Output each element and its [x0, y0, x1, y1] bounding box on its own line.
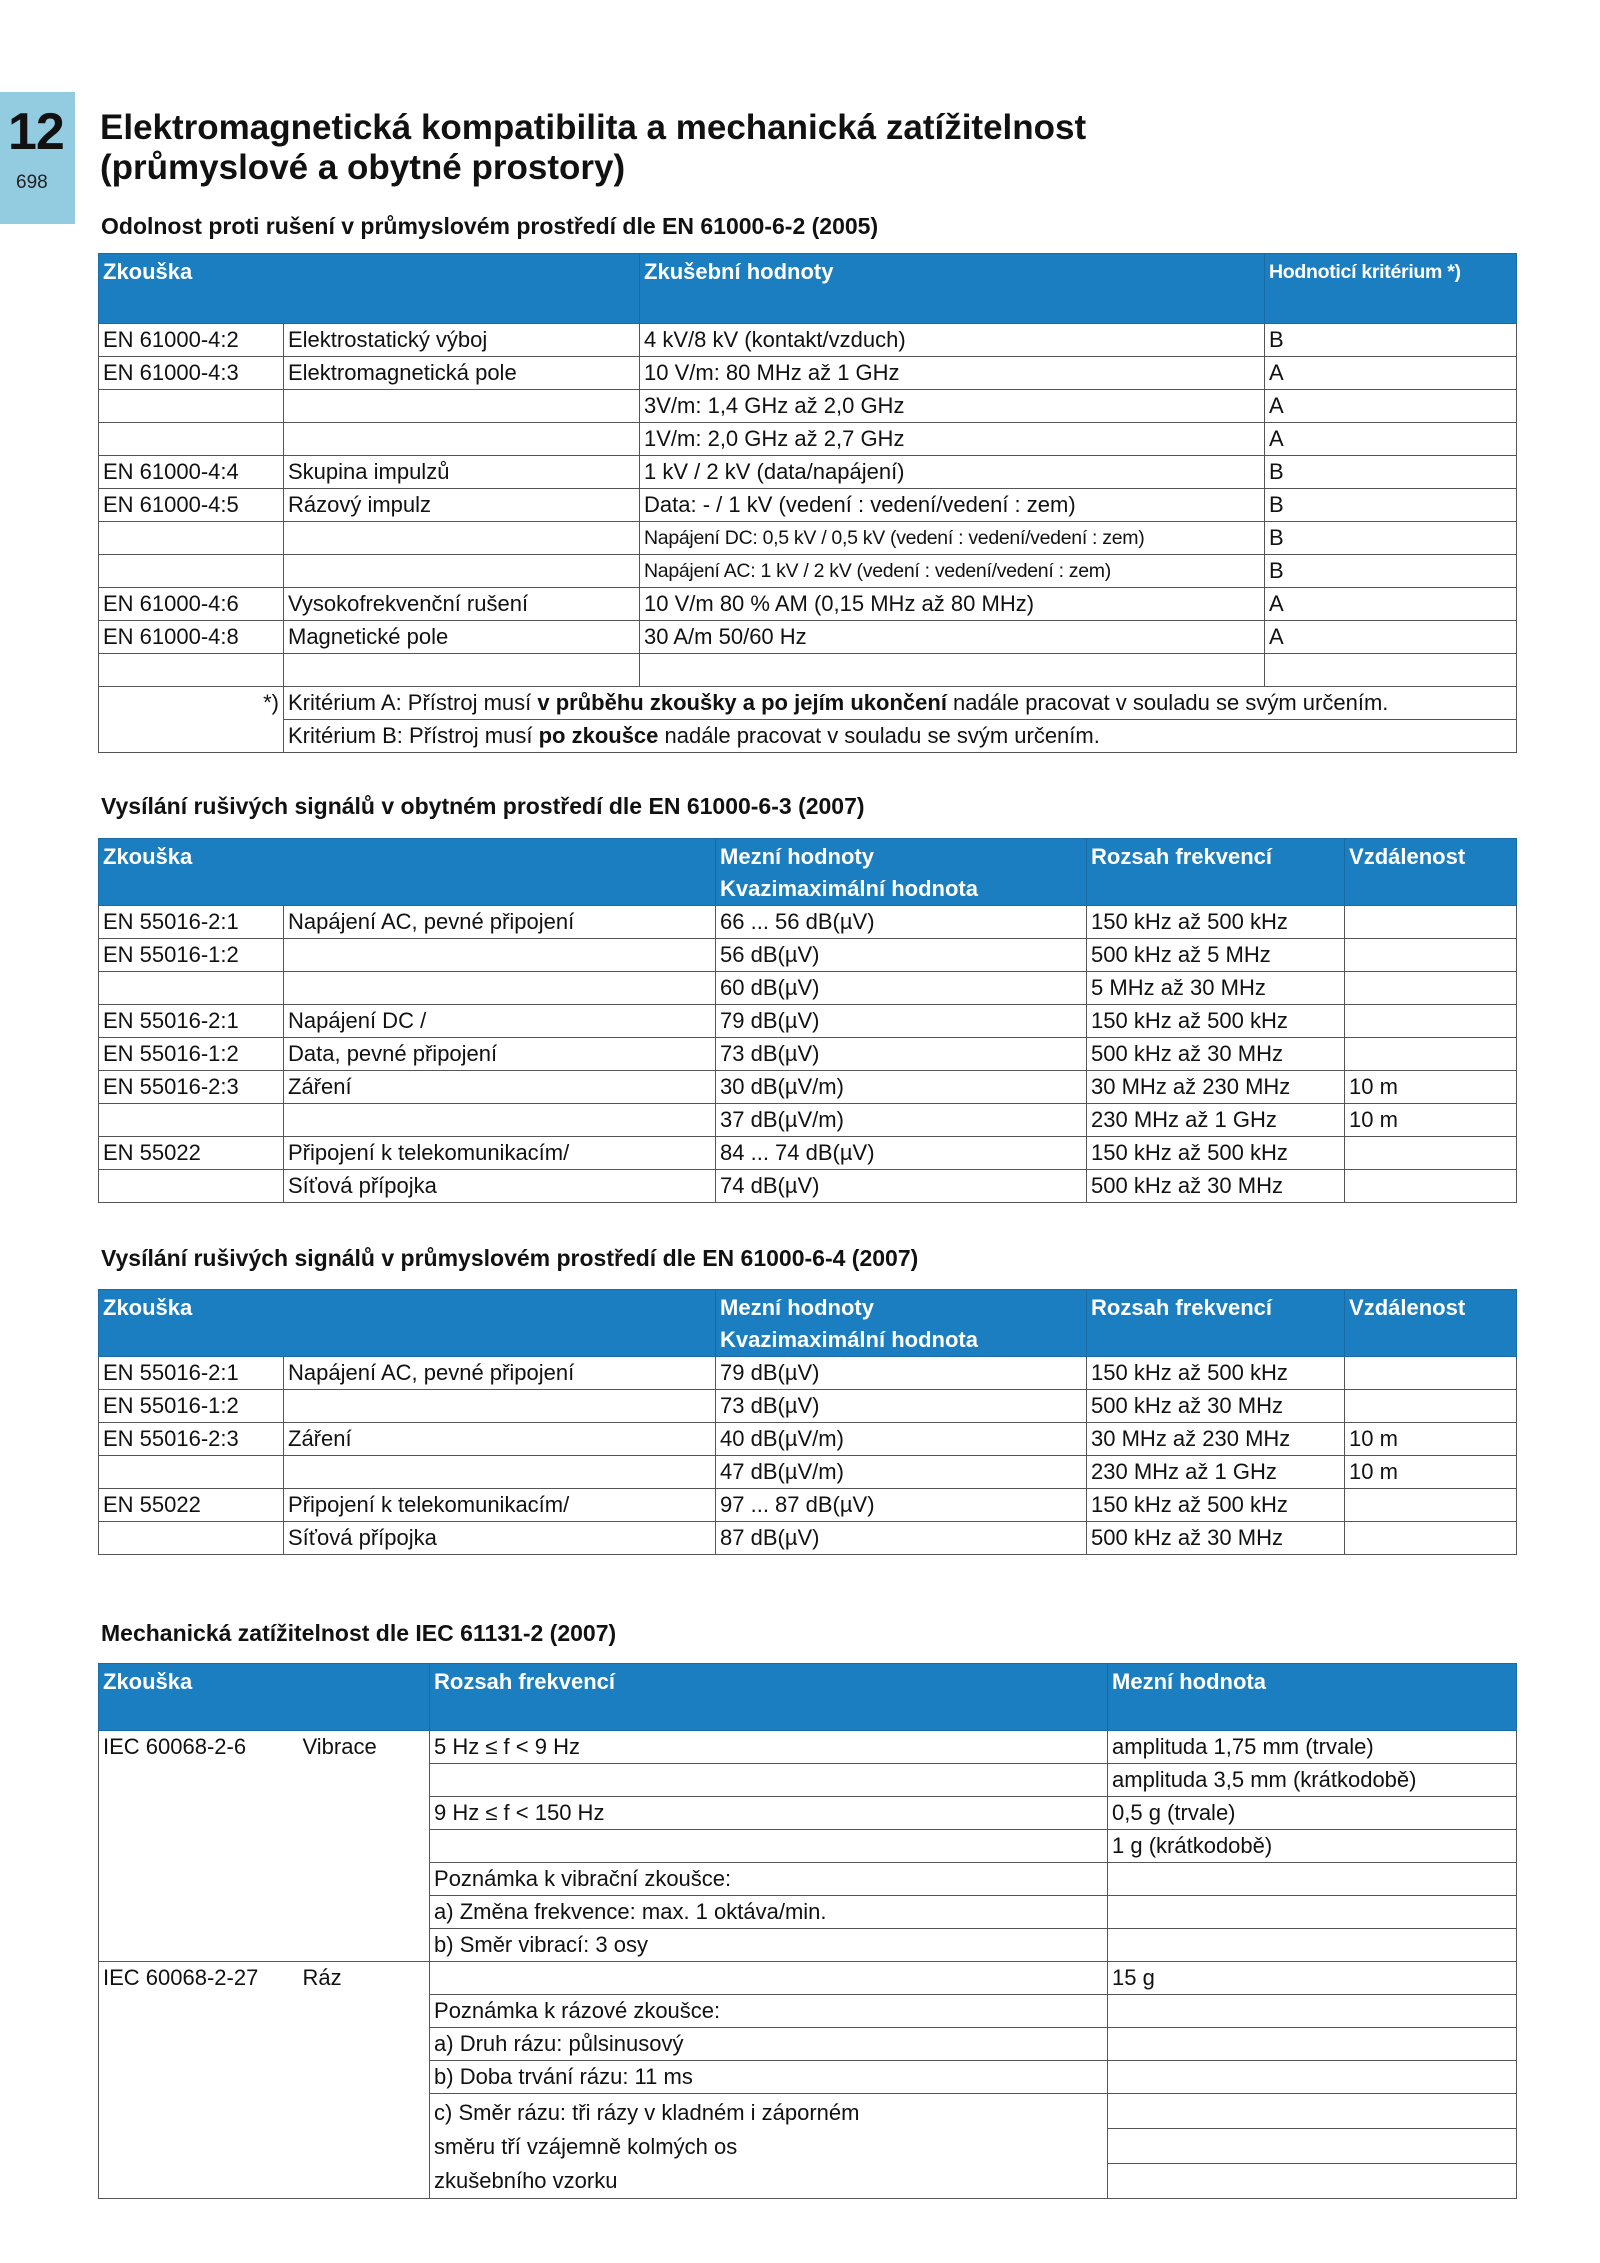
table-cell [99, 555, 284, 588]
empty-cell [99, 1797, 430, 1830]
note-line: zkušebního vzorku [434, 2168, 618, 2193]
header-cell: Zkouška [99, 839, 716, 906]
table-cell: Data, pevné připojení [284, 1038, 716, 1071]
table-cell: 79 dB(µV) [716, 1005, 1087, 1038]
table-cell [284, 972, 716, 1005]
table-row [99, 1038, 1517, 1071]
table-cell: 4 kV/8 kV (kontakt/vzduch) [640, 324, 1265, 357]
table-cell [284, 522, 640, 555]
table-cell: Ráz [299, 1962, 430, 1995]
table-cell [430, 1830, 1108, 1863]
empty-cell [99, 1764, 430, 1797]
table-cell: Připojení k telekomunikacím/ [284, 1137, 716, 1170]
criterion-a-prefix: Kritérium A: Přístroj musí [288, 690, 538, 715]
table-cell: Síťová přípojka [284, 1522, 716, 1555]
table-row [99, 1489, 1517, 1522]
table-cell: EN 55016-2:1 [99, 1357, 284, 1390]
table-cell [1345, 972, 1517, 1005]
table-cell: amplituda 1,75 mm (trvale) [1108, 1731, 1517, 1764]
table-cell: Data: - / 1 kV (vedení : vedení/vedení : zem) [640, 489, 1265, 522]
table-cell: 84 ... 74 dB(µV) [716, 1137, 1087, 1170]
table-cell [284, 1456, 716, 1489]
table-cell [99, 1170, 284, 1203]
table-cell: Elektrostatický výboj [284, 324, 640, 357]
table-cell: EN 55022 [99, 1489, 284, 1522]
table-cell: EN 55016-2:1 [99, 1005, 284, 1038]
header-cell: Zkouška [99, 1290, 716, 1357]
table-cell [1108, 1863, 1517, 1896]
header-cell: Vzdálenost [1345, 839, 1517, 906]
table-cell: A [1265, 423, 1517, 456]
table-cell: Napájení DC / [284, 1005, 716, 1038]
table-cell: 66 ... 56 dB(µV) [716, 906, 1087, 939]
table-cell: 0,5 g (trvale) [1108, 1797, 1517, 1830]
table-cell: Záření [284, 1071, 716, 1104]
table-cell: B [1265, 489, 1517, 522]
table-row [99, 1995, 1517, 2028]
table-cell: Napájení AC: 1 kV / 2 kV (vedení : vedení/vedení : zem) [640, 555, 1265, 588]
criterion-b-prefix: Kritérium B: Přístroj musí [288, 723, 539, 748]
table-cell: A [1265, 390, 1517, 423]
empty-cell [99, 1929, 430, 1962]
table-cell: amplituda 3,5 mm (krátkodobě) [1108, 1764, 1517, 1797]
table-cell [1108, 2061, 1517, 2094]
table-cell [99, 390, 284, 423]
table-row [99, 588, 1517, 621]
table-cell [430, 1962, 1108, 1995]
table-header-row [99, 839, 1517, 906]
empty-cell [99, 2094, 430, 2199]
table-cell: 9 Hz ≤ f < 150 Hz [430, 1797, 1108, 1830]
note-line: c) Směr rázu: tři rázy v kladném i záporném [434, 2100, 860, 2125]
table-row [99, 1522, 1517, 1555]
table-cell: B [1265, 324, 1517, 357]
table-cell: EN 55016-2:1 [99, 906, 284, 939]
empty-cell [1108, 2164, 1517, 2199]
table-cell [1108, 1896, 1517, 1929]
header-line: Mezní hodnoty [720, 1295, 874, 1320]
table-cell: EN 61000-4:5 [99, 489, 284, 522]
table-cell [1345, 939, 1517, 972]
table-cell [284, 654, 640, 687]
table-row [99, 1929, 1517, 1962]
table-row [99, 1896, 1517, 1929]
table-cell: EN 55022 [99, 1137, 284, 1170]
table-cell: EN 55016-1:2 [99, 939, 284, 972]
chapter-tab [0, 92, 75, 224]
table-cell: Napájení AC, pevné připojení [284, 1357, 716, 1390]
table-cell: 150 kHz až 500 kHz [1087, 1005, 1345, 1038]
empty-cell [99, 1896, 430, 1929]
table-cell: a) Změna frekvence: max. 1 oktáva/min. [430, 1896, 1108, 1929]
table-cell: 37 dB(µV/m) [716, 1104, 1087, 1137]
mechanical-table [98, 1663, 1517, 2199]
table-cell: Připojení k telekomunikacím/ [284, 1489, 716, 1522]
table-cell [1345, 1137, 1517, 1170]
criterion-b-suffix: nadále pracovat v souladu se svým určením. [658, 723, 1100, 748]
table-cell [1345, 1005, 1517, 1038]
table-cell [430, 1764, 1108, 1797]
table-cell: A [1265, 621, 1517, 654]
empty-cell [1108, 2129, 1517, 2164]
table-row [99, 456, 1517, 489]
empty-cell [1108, 2094, 1517, 2129]
table-cell: Vibrace [299, 1731, 430, 1764]
table-cell: 74 dB(µV) [716, 1170, 1087, 1203]
table-row [99, 1456, 1517, 1489]
table-cell: B [1265, 555, 1517, 588]
table-header-row [99, 1664, 1517, 1731]
table-cell [1265, 654, 1517, 687]
note-line: směru tří vzájemně kolmých os [434, 2134, 738, 2159]
page-title-line1: Elektromagnetická kompatibilita a mechanická zatížitelnost [100, 108, 1087, 147]
table-cell: Poznámka k rázové zkoušce: [430, 1995, 1108, 2028]
page-title [100, 108, 1500, 188]
table-row [99, 1357, 1517, 1390]
chapter-number: 12 [8, 103, 64, 161]
table-cell [1345, 1357, 1517, 1390]
immunity-table [98, 253, 1517, 753]
page-title-line2: (průmyslové a obytné prostory) [100, 148, 626, 187]
table-cell [99, 522, 284, 555]
header-cell [716, 839, 1087, 906]
table-cell: 56 dB(µV) [716, 939, 1087, 972]
table-cell [99, 1456, 284, 1489]
table-row [99, 906, 1517, 939]
table-cell: EN 55016-1:2 [99, 1390, 284, 1423]
header-cell: Zkouška [99, 254, 640, 324]
table-cell: 500 kHz až 30 MHz [1087, 1390, 1345, 1423]
table-cell: 150 kHz až 500 kHz [1087, 1489, 1345, 1522]
table-cell: Skupina impulzů [284, 456, 640, 489]
table-cell: 79 dB(µV) [716, 1357, 1087, 1390]
table-cell: 30 A/m 50/60 Hz [640, 621, 1265, 654]
table-row [99, 1731, 1517, 1764]
table-cell: 500 kHz až 30 MHz [1087, 1038, 1345, 1071]
table-cell: 150 kHz až 500 kHz [1087, 1137, 1345, 1170]
table-cell: 230 MHz až 1 GHz [1087, 1104, 1345, 1137]
table-cell [99, 972, 284, 1005]
table-cell: 15 g [1108, 1962, 1517, 1995]
header-line: Mezní hodnoty [720, 844, 874, 869]
table-cell: 500 kHz až 30 MHz [1087, 1522, 1345, 1555]
table-cell: 150 kHz až 500 kHz [1087, 1357, 1345, 1390]
header-cell: Rozsah frekvencí [1087, 1290, 1345, 1357]
table-row [99, 555, 1517, 588]
criterion-b [284, 720, 1517, 753]
table-cell: A [1265, 357, 1517, 390]
table-cell: 150 kHz až 500 kHz [1087, 906, 1345, 939]
table-cell: EN 61000-4:2 [99, 324, 284, 357]
criterion-a [284, 687, 1517, 720]
table-cell: 1 g (krátkodobě) [1108, 1830, 1517, 1863]
table-cell: 10 m [1345, 1456, 1517, 1489]
table-cell: 47 dB(µV/m) [716, 1456, 1087, 1489]
table-row [99, 1137, 1517, 1170]
table-cell: 500 kHz až 5 MHz [1087, 939, 1345, 972]
table-cell: 87 dB(µV) [716, 1522, 1087, 1555]
table-row [99, 939, 1517, 972]
section-title-mechanical: Mechanická zatížitelnost dle IEC 61131-2 (2007) [101, 1620, 617, 1646]
table-row [99, 1423, 1517, 1456]
table-cell: B [1265, 522, 1517, 555]
section-title-immunity: Odolnost proti rušení v průmyslovém prostředí dle EN 61000-6-2 (2005) [101, 213, 879, 239]
table-row [99, 654, 1517, 687]
table-cell [284, 423, 640, 456]
table-row [99, 1390, 1517, 1423]
table-row [99, 2061, 1517, 2094]
empty-cell [99, 2061, 430, 2094]
table-cell: Vysokofrekvenční rušení [284, 588, 640, 621]
table-row [99, 324, 1517, 357]
table-cell: 10 V/m 80 % AM (0,15 MHz až 80 MHz) [640, 588, 1265, 621]
header-cell: Rozsah frekvencí [1087, 839, 1345, 906]
table-cell: EN 55016-2:3 [99, 1423, 284, 1456]
empty-cell [99, 1995, 430, 2028]
criterion-a-bold: v průběhu zkoušky a po jejím ukončení [537, 690, 947, 715]
header-cell: Mezní hodnota [1108, 1664, 1517, 1731]
header-cell: Vzdálenost [1345, 1290, 1517, 1357]
table-cell [284, 1390, 716, 1423]
table-row [99, 1863, 1517, 1896]
empty-cell [99, 1830, 430, 1863]
header-cell: Hodnoticí kritérium *) [1265, 254, 1517, 324]
table-cell: 1 kV / 2 kV (data/napájení) [640, 456, 1265, 489]
table-cell: 10 V/m: 80 MHz až 1 GHz [640, 357, 1265, 390]
table-row [99, 1005, 1517, 1038]
table-row [99, 621, 1517, 654]
table-row [99, 1830, 1517, 1863]
table-cell: EN 55016-1:2 [99, 1038, 284, 1071]
header-cell: Zkouška [99, 1664, 430, 1731]
table-row [99, 1962, 1517, 1995]
table-header-row [99, 254, 1517, 324]
empty-cell [99, 2028, 430, 2061]
table-cell: Rázový impulz [284, 489, 640, 522]
table-row [99, 2028, 1517, 2061]
table-cell: 500 kHz až 30 MHz [1087, 1170, 1345, 1203]
table-cell: 40 dB(µV/m) [716, 1423, 1087, 1456]
footnote-row [99, 687, 1517, 720]
table-cell [284, 555, 640, 588]
table-cell [1108, 1929, 1517, 1962]
empty-cell [99, 720, 284, 753]
footnote-row [99, 720, 1517, 753]
table-cell: IEC 60068-2-27 [99, 1962, 299, 1995]
table-cell: A [1265, 588, 1517, 621]
header-cell [716, 1290, 1087, 1357]
table-cell: 30 MHz až 230 MHz [1087, 1423, 1345, 1456]
table-cell: Záření [284, 1423, 716, 1456]
header-cell: Zkušební hodnoty [640, 254, 1265, 324]
table-cell [284, 390, 640, 423]
table-cell: EN 61000-4:3 [99, 357, 284, 390]
table-row [99, 1071, 1517, 1104]
table-cell [1108, 1995, 1517, 2028]
table-header-row [99, 1290, 1517, 1357]
table-row [99, 357, 1517, 390]
table-cell: EN 55016-2:3 [99, 1071, 284, 1104]
table-cell: 10 m [1345, 1104, 1517, 1137]
table-row [99, 522, 1517, 555]
table-cell: Magnetické pole [284, 621, 640, 654]
table-row [99, 972, 1517, 1005]
table-cell: 30 MHz až 230 MHz [1087, 1071, 1345, 1104]
table-row [99, 390, 1517, 423]
table-row [99, 1170, 1517, 1203]
header-line: Kvazimaximální hodnota [720, 876, 978, 901]
criterion-a-suffix: nadále pracovat v souladu se svým určením. [946, 690, 1389, 715]
table-cell: 73 dB(µV) [716, 1038, 1087, 1071]
table-cell: Napájení DC: 0,5 kV / 0,5 kV (vedení : vedení/vedení : zem) [640, 522, 1265, 555]
table-cell: 60 dB(µV) [716, 972, 1087, 1005]
table-cell: EN 61000-4:6 [99, 588, 284, 621]
header-cell: Rozsah frekvencí [430, 1664, 1108, 1731]
table-row [99, 1797, 1517, 1830]
table-cell [640, 654, 1265, 687]
table-cell: 5 Hz ≤ f < 9 Hz [430, 1731, 1108, 1764]
table-cell: EN 61000-4:4 [99, 456, 284, 489]
table-cell: 97 ... 87 dB(µV) [716, 1489, 1087, 1522]
table-cell: 30 dB(µV/m) [716, 1071, 1087, 1104]
section-title-residential-emission: Vysílání rušivých signálů v obytném prostředí dle EN 61000-6-3 (2007) [101, 793, 865, 819]
table-cell [1345, 1522, 1517, 1555]
table-cell [99, 1522, 284, 1555]
table-cell: B [1265, 456, 1517, 489]
residential-emission-table [98, 838, 1517, 1203]
footnote-marker: *) [99, 687, 284, 720]
table-row [99, 423, 1517, 456]
table-cell: EN 61000-4:8 [99, 621, 284, 654]
header-line: Kvazimaximální hodnota [720, 1327, 978, 1352]
table-cell [1345, 1038, 1517, 1071]
table-cell: 73 dB(µV) [716, 1390, 1087, 1423]
table-cell [1345, 1390, 1517, 1423]
table-cell: 230 MHz až 1 GHz [1087, 1456, 1345, 1489]
table-cell: Elektromagnetická pole [284, 357, 640, 390]
table-cell [99, 1104, 284, 1137]
table-cell: Poznámka k vibrační zkoušce: [430, 1863, 1108, 1896]
table-cell [1345, 906, 1517, 939]
table-cell: 10 m [1345, 1071, 1517, 1104]
table-cell: 5 MHz až 30 MHz [1087, 972, 1345, 1005]
section-title-industrial-emission: Vysílání rušivých signálů v průmyslovém prostředí dle EN 61000-6-4 (2007) [101, 1245, 919, 1271]
table-cell [284, 939, 716, 972]
table-cell [1108, 2028, 1517, 2061]
table-cell: Napájení AC, pevné připojení [284, 906, 716, 939]
table-cell [99, 654, 284, 687]
table-cell: b) Směr vibrací: 3 osy [430, 1929, 1108, 1962]
shock-direction-note [430, 2094, 1108, 2199]
table-cell: 1V/m: 2,0 GHz až 2,7 GHz [640, 423, 1265, 456]
table-row [99, 1104, 1517, 1137]
empty-cell [99, 1863, 430, 1896]
table-cell [1345, 1170, 1517, 1203]
table-cell: 3V/m: 1,4 GHz až 2,0 GHz [640, 390, 1265, 423]
table-row [99, 489, 1517, 522]
table-cell [284, 1104, 716, 1137]
criterion-b-bold: po zkoušce [538, 723, 659, 748]
table-cell: a) Druh rázu: půlsinusový [430, 2028, 1108, 2061]
table-cell: 10 m [1345, 1423, 1517, 1456]
table-cell [1345, 1489, 1517, 1522]
table-row [99, 2094, 1517, 2129]
table-cell [99, 423, 284, 456]
table-cell: b) Doba trvání rázu: 11 ms [430, 2061, 1108, 2094]
table-row [99, 1764, 1517, 1797]
page-number: 698 [16, 172, 48, 193]
table-cell: Síťová přípojka [284, 1170, 716, 1203]
table-cell: IEC 60068-2-6 [99, 1731, 299, 1764]
industrial-emission-table [98, 1289, 1517, 1555]
